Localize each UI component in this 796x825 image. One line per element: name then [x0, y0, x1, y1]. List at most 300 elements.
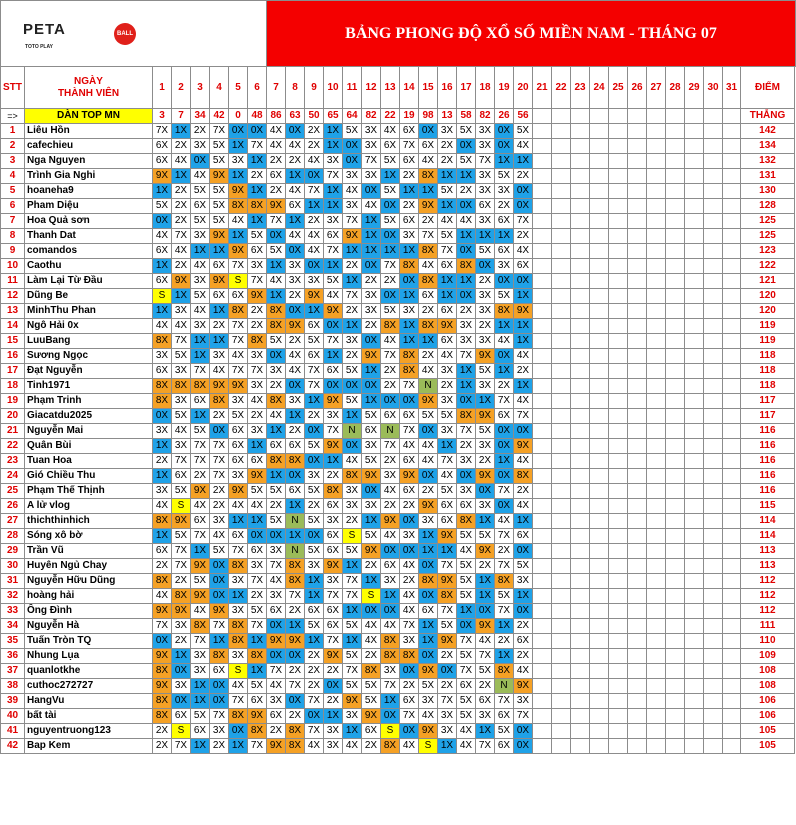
- empty-day-cell: [552, 304, 571, 319]
- day-cell: 3X: [476, 124, 495, 139]
- day-cell: 3X: [438, 724, 457, 739]
- empty-day-cell: [552, 364, 571, 379]
- member-name: thichthinhich: [25, 514, 153, 529]
- day-cell: 4X: [362, 199, 381, 214]
- empty-day-cell: [571, 679, 590, 694]
- member-score: 118: [741, 379, 795, 394]
- day-cell: 6X: [457, 679, 476, 694]
- day-cell: 6X: [514, 634, 533, 649]
- empty-day-cell: [723, 559, 741, 574]
- empty-day-cell: [723, 259, 741, 274]
- day-cell: 0X: [476, 259, 495, 274]
- day-cell: 9X: [476, 544, 495, 559]
- empty-day-cell: [666, 214, 685, 229]
- day-cell: 8X: [229, 619, 248, 634]
- day-cell: 3X: [476, 439, 495, 454]
- day-cell: N: [286, 514, 305, 529]
- day-cell: 4X: [248, 394, 267, 409]
- day-cell: 9X: [324, 304, 343, 319]
- day-cell: 3X: [324, 214, 343, 229]
- empty-day-cell: [685, 664, 704, 679]
- empty-day-cell: [552, 319, 571, 334]
- day-cell: 1X: [514, 379, 533, 394]
- empty-day-cell: [723, 289, 741, 304]
- day-cell: 0X: [495, 499, 514, 514]
- day-cell: 6X: [267, 709, 286, 724]
- day-cell: 7X: [153, 124, 172, 139]
- empty-day-cell: [704, 559, 723, 574]
- day-cell: 8X: [495, 664, 514, 679]
- day-cell: 1X: [286, 619, 305, 634]
- table-row: [1, 604, 796, 619]
- empty-day-cell: [571, 334, 590, 349]
- day-cell: 1X: [229, 169, 248, 184]
- empty-day-cell: [609, 544, 628, 559]
- day-cell: 4X: [400, 439, 419, 454]
- day-cell: 6X: [438, 334, 457, 349]
- day-cell: 1X: [400, 184, 419, 199]
- table-row: [1, 574, 796, 589]
- day-cell: 2X: [324, 694, 343, 709]
- day-cell: 1X: [153, 304, 172, 319]
- empty-day-cell: [685, 199, 704, 214]
- day-cell: 0X: [248, 124, 267, 139]
- day-cell: S: [381, 724, 400, 739]
- day-cell: 4X: [210, 364, 229, 379]
- empty-day-cell: [666, 334, 685, 349]
- day-cell: 9X: [343, 694, 362, 709]
- day-cell: 4X: [514, 499, 533, 514]
- empty-day-cell: [685, 424, 704, 439]
- day-cell: 1X: [343, 244, 362, 259]
- empty-day-cell: [533, 589, 552, 604]
- member-score: 116: [741, 484, 795, 499]
- day-cell: 7X: [229, 259, 248, 274]
- empty-day-cell: [552, 604, 571, 619]
- day-cell: 0X: [381, 229, 400, 244]
- day-cell: 5X: [362, 694, 381, 709]
- logo-ball: BALL: [114, 23, 136, 45]
- day-cell: 5X: [457, 559, 476, 574]
- header-day: 4: [210, 67, 229, 109]
- day-cell: 7X: [305, 184, 324, 199]
- empty-day-cell: [571, 709, 590, 724]
- day-cell: 0X: [210, 574, 229, 589]
- day-cell: 3X: [343, 709, 362, 724]
- empty-day-cell: [628, 379, 647, 394]
- day-cell: 4X: [267, 124, 286, 139]
- empty-day-cell: [647, 409, 666, 424]
- day-cell: 1X: [172, 649, 191, 664]
- empty-day-cell: [590, 169, 609, 184]
- member-score: 114: [741, 529, 795, 544]
- day-cell: 6X: [381, 139, 400, 154]
- empty-day-cell: [590, 184, 609, 199]
- day-cell: 2X: [172, 184, 191, 199]
- day-cell: 3X: [495, 184, 514, 199]
- empty-day-cell: [704, 694, 723, 709]
- empty-day-cell: [609, 559, 628, 574]
- empty-day-cell: [571, 544, 590, 559]
- day-cell: 5X: [191, 709, 210, 724]
- day-cell: 8X: [248, 334, 267, 349]
- empty-day-cell: [723, 364, 741, 379]
- day-cell: 1X: [191, 334, 210, 349]
- dan-value-cell: 82: [362, 109, 381, 124]
- dan-value-cell: 7: [172, 109, 191, 124]
- day-cell: 0X: [495, 124, 514, 139]
- day-cell: 2X: [248, 169, 267, 184]
- day-cell: 8X: [381, 649, 400, 664]
- empty-day-cell: [552, 724, 571, 739]
- empty-day-cell: [704, 514, 723, 529]
- day-cell: 4X: [286, 184, 305, 199]
- empty-day-cell: [590, 544, 609, 559]
- day-cell: 4X: [191, 604, 210, 619]
- dan-value-cell: 34: [191, 109, 210, 124]
- empty-day-cell: [571, 289, 590, 304]
- day-cell: 3X: [229, 649, 248, 664]
- day-cell: 6X: [267, 604, 286, 619]
- day-cell: 1X: [248, 634, 267, 649]
- empty-day-cell: [704, 484, 723, 499]
- day-cell: 0X: [324, 679, 343, 694]
- day-cell: 9X: [305, 289, 324, 304]
- empty-day-cell: [628, 214, 647, 229]
- member-name: Tuan Hoa: [25, 454, 153, 469]
- table-row: [1, 199, 796, 214]
- empty-day-cell: [533, 304, 552, 319]
- day-cell: 4X: [400, 559, 419, 574]
- dan-label: DÀN TOP MN: [25, 109, 153, 124]
- day-cell: 0X: [514, 274, 533, 289]
- dan-value-cell: [590, 109, 609, 124]
- day-cell: 7X: [476, 649, 495, 664]
- day-cell: 8X: [153, 709, 172, 724]
- day-cell: 3X: [343, 484, 362, 499]
- empty-day-cell: [723, 439, 741, 454]
- day-cell: 2X: [191, 469, 210, 484]
- empty-day-cell: [590, 259, 609, 274]
- day-cell: 7X: [343, 214, 362, 229]
- day-cell: 5X: [229, 409, 248, 424]
- day-cell: 6X: [286, 199, 305, 214]
- empty-day-cell: [647, 694, 666, 709]
- day-cell: 1X: [400, 319, 419, 334]
- day-cell: 1X: [476, 574, 495, 589]
- empty-day-cell: [628, 334, 647, 349]
- day-cell: 4X: [419, 364, 438, 379]
- empty-day-cell: [533, 694, 552, 709]
- day-cell: 1X: [305, 634, 324, 649]
- day-cell: 7X: [191, 439, 210, 454]
- day-cell: 0X: [210, 694, 229, 709]
- empty-day-cell: [533, 439, 552, 454]
- day-cell: 7X: [457, 424, 476, 439]
- day-cell: 2X: [153, 454, 172, 469]
- day-cell: 0X: [286, 649, 305, 664]
- day-cell: 1X: [267, 259, 286, 274]
- header-ngay: NGÀY: [74, 75, 103, 87]
- day-cell: 2X: [400, 574, 419, 589]
- empty-day-cell: [590, 559, 609, 574]
- empty-day-cell: [571, 199, 590, 214]
- day-cell: 2X: [362, 559, 381, 574]
- day-cell: 1X: [324, 139, 343, 154]
- day-cell: 7X: [400, 619, 419, 634]
- empty-day-cell: [571, 484, 590, 499]
- empty-day-cell: [723, 589, 741, 604]
- empty-day-cell: [666, 304, 685, 319]
- row-stt: 32: [1, 589, 25, 604]
- day-cell: 3X: [438, 364, 457, 379]
- day-cell: 6X: [324, 619, 343, 634]
- day-cell: 7X: [172, 739, 191, 754]
- day-cell: 7X: [438, 454, 457, 469]
- day-cell: 9X: [267, 739, 286, 754]
- day-cell: 7X: [286, 679, 305, 694]
- day-cell: 1X: [514, 334, 533, 349]
- day-cell: 8X: [210, 394, 229, 409]
- day-cell: 3X: [191, 649, 210, 664]
- day-cell: 3X: [210, 514, 229, 529]
- day-cell: 1X: [362, 364, 381, 379]
- logo-sub: TOTO PLAY: [25, 44, 53, 50]
- empty-day-cell: [704, 349, 723, 364]
- day-cell: 0X: [419, 124, 438, 139]
- day-cell: 6X: [400, 214, 419, 229]
- empty-day-cell: [628, 124, 647, 139]
- day-cell: 8X: [362, 664, 381, 679]
- day-cell: 1X: [495, 364, 514, 379]
- dan-value-cell: [666, 109, 685, 124]
- empty-day-cell: [685, 634, 704, 649]
- empty-day-cell: [666, 574, 685, 589]
- day-cell: 0X: [191, 154, 210, 169]
- empty-day-cell: [609, 244, 628, 259]
- empty-day-cell: [685, 214, 704, 229]
- empty-day-cell: [552, 154, 571, 169]
- day-cell: 7X: [438, 694, 457, 709]
- dan-value-cell: [723, 109, 741, 124]
- day-cell: 2X: [210, 409, 229, 424]
- day-cell: 9X: [191, 559, 210, 574]
- empty-day-cell: [552, 184, 571, 199]
- day-cell: 1X: [286, 499, 305, 514]
- day-cell: 0X: [495, 439, 514, 454]
- day-cell: 2X: [514, 619, 533, 634]
- empty-day-cell: [628, 559, 647, 574]
- day-cell: 2X: [153, 559, 172, 574]
- day-cell: 9X: [343, 229, 362, 244]
- day-cell: 4X: [172, 319, 191, 334]
- day-cell: 6X: [229, 454, 248, 469]
- empty-day-cell: [571, 454, 590, 469]
- day-cell: 2X: [305, 649, 324, 664]
- row-stt: 31: [1, 574, 25, 589]
- day-cell: 7X: [514, 214, 533, 229]
- day-cell: S: [419, 739, 438, 754]
- empty-day-cell: [609, 589, 628, 604]
- day-cell: 1X: [476, 229, 495, 244]
- empty-day-cell: [609, 664, 628, 679]
- empty-day-cell: [590, 334, 609, 349]
- day-cell: 2X: [153, 724, 172, 739]
- member-name: quanlotkhe: [25, 664, 153, 679]
- member-name: MinhThu Phan: [25, 304, 153, 319]
- day-cell: 8X: [210, 649, 229, 664]
- day-cell: 0X: [381, 709, 400, 724]
- day-cell: 6X: [495, 244, 514, 259]
- day-cell: 2X: [286, 424, 305, 439]
- empty-day-cell: [609, 469, 628, 484]
- empty-day-cell: [571, 589, 590, 604]
- empty-day-cell: [666, 724, 685, 739]
- empty-day-cell: [609, 259, 628, 274]
- empty-day-cell: [685, 619, 704, 634]
- day-cell: 1X: [324, 709, 343, 724]
- row-stt: 3: [1, 154, 25, 169]
- day-cell: 7X: [153, 619, 172, 634]
- table-row: [1, 694, 796, 709]
- table-row: [1, 454, 796, 469]
- day-cell: 9X: [191, 589, 210, 604]
- day-cell: 1X: [153, 259, 172, 274]
- empty-day-cell: [647, 469, 666, 484]
- day-cell: 5X: [191, 574, 210, 589]
- day-cell: 0X: [362, 259, 381, 274]
- day-cell: 0X: [267, 649, 286, 664]
- empty-day-cell: [647, 604, 666, 619]
- empty-day-cell: [628, 499, 647, 514]
- row-stt: 42: [1, 739, 25, 754]
- day-cell: 5X: [457, 124, 476, 139]
- empty-day-cell: [628, 424, 647, 439]
- empty-day-cell: [647, 364, 666, 379]
- day-cell: 1X: [495, 649, 514, 664]
- empty-day-cell: [571, 499, 590, 514]
- day-cell: 3X: [476, 184, 495, 199]
- empty-day-cell: [666, 349, 685, 364]
- member-name: nguyentruong123: [25, 724, 153, 739]
- day-cell: 5X: [457, 529, 476, 544]
- empty-day-cell: [666, 664, 685, 679]
- day-cell: 0X: [400, 664, 419, 679]
- empty-day-cell: [628, 484, 647, 499]
- day-cell: 8X: [267, 319, 286, 334]
- day-cell: 0X: [305, 424, 324, 439]
- empty-day-cell: [647, 724, 666, 739]
- empty-day-cell: [666, 394, 685, 409]
- day-cell: 1X: [191, 409, 210, 424]
- day-cell: 3X: [381, 574, 400, 589]
- empty-day-cell: [666, 454, 685, 469]
- day-cell: 7X: [400, 709, 419, 724]
- empty-day-cell: [571, 214, 590, 229]
- day-cell: 3X: [457, 334, 476, 349]
- day-cell: 1X: [400, 244, 419, 259]
- empty-day-cell: [609, 634, 628, 649]
- day-cell: 6X: [495, 739, 514, 754]
- empty-day-cell: [723, 529, 741, 544]
- day-cell: 2X: [248, 409, 267, 424]
- day-cell: 6X: [191, 514, 210, 529]
- day-cell: 0X: [381, 544, 400, 559]
- day-cell: 1X: [248, 514, 267, 529]
- day-cell: 1X: [514, 319, 533, 334]
- day-cell: 9X: [267, 199, 286, 214]
- empty-day-cell: [723, 139, 741, 154]
- header-day: 28: [666, 67, 685, 109]
- empty-day-cell: [666, 604, 685, 619]
- day-cell: 6X: [210, 289, 229, 304]
- day-cell: 4X: [153, 589, 172, 604]
- row-stt: 33: [1, 604, 25, 619]
- day-cell: 1X: [324, 199, 343, 214]
- day-cell: 9X: [419, 724, 438, 739]
- empty-day-cell: [723, 349, 741, 364]
- day-cell: 7X: [324, 589, 343, 604]
- empty-day-cell: [704, 544, 723, 559]
- day-cell: 8X: [419, 574, 438, 589]
- day-cell: 3X: [191, 229, 210, 244]
- empty-day-cell: [704, 154, 723, 169]
- day-cell: 2X: [514, 169, 533, 184]
- table-row: [1, 499, 796, 514]
- table-row: [1, 319, 796, 334]
- empty-day-cell: [723, 604, 741, 619]
- empty-day-cell: [590, 124, 609, 139]
- empty-day-cell: [552, 169, 571, 184]
- day-cell: 3X: [191, 664, 210, 679]
- day-cell: 9X: [381, 514, 400, 529]
- table-row: [1, 664, 796, 679]
- empty-day-cell: [552, 244, 571, 259]
- day-cell: 1X: [286, 409, 305, 424]
- day-cell: 1X: [229, 514, 248, 529]
- day-cell: 6X: [191, 199, 210, 214]
- empty-day-cell: [685, 694, 704, 709]
- day-cell: 5X: [495, 589, 514, 604]
- day-cell: 4X: [381, 529, 400, 544]
- day-cell: 5X: [457, 589, 476, 604]
- empty-day-cell: [590, 619, 609, 634]
- day-cell: 5X: [191, 214, 210, 229]
- day-cell: 9X: [191, 484, 210, 499]
- day-cell: 7X: [172, 334, 191, 349]
- day-cell: 1X: [267, 424, 286, 439]
- empty-day-cell: [590, 289, 609, 304]
- day-cell: 6X: [495, 214, 514, 229]
- day-cell: 6X: [495, 709, 514, 724]
- empty-day-cell: [647, 394, 666, 409]
- day-cell: 4X: [267, 679, 286, 694]
- empty-day-cell: [552, 589, 571, 604]
- empty-day-cell: [685, 649, 704, 664]
- empty-day-cell: [723, 214, 741, 229]
- empty-day-cell: [552, 124, 571, 139]
- day-cell: 6X: [267, 169, 286, 184]
- day-cell: 9X: [514, 304, 533, 319]
- day-cell: 7X: [400, 139, 419, 154]
- empty-day-cell: [685, 709, 704, 724]
- member-name: Làm Lại Từ Đầu: [25, 274, 153, 289]
- member-score: 111: [741, 619, 795, 634]
- empty-day-cell: [647, 169, 666, 184]
- day-cell: 4X: [400, 739, 419, 754]
- empty-day-cell: [666, 184, 685, 199]
- day-cell: 3X: [438, 709, 457, 724]
